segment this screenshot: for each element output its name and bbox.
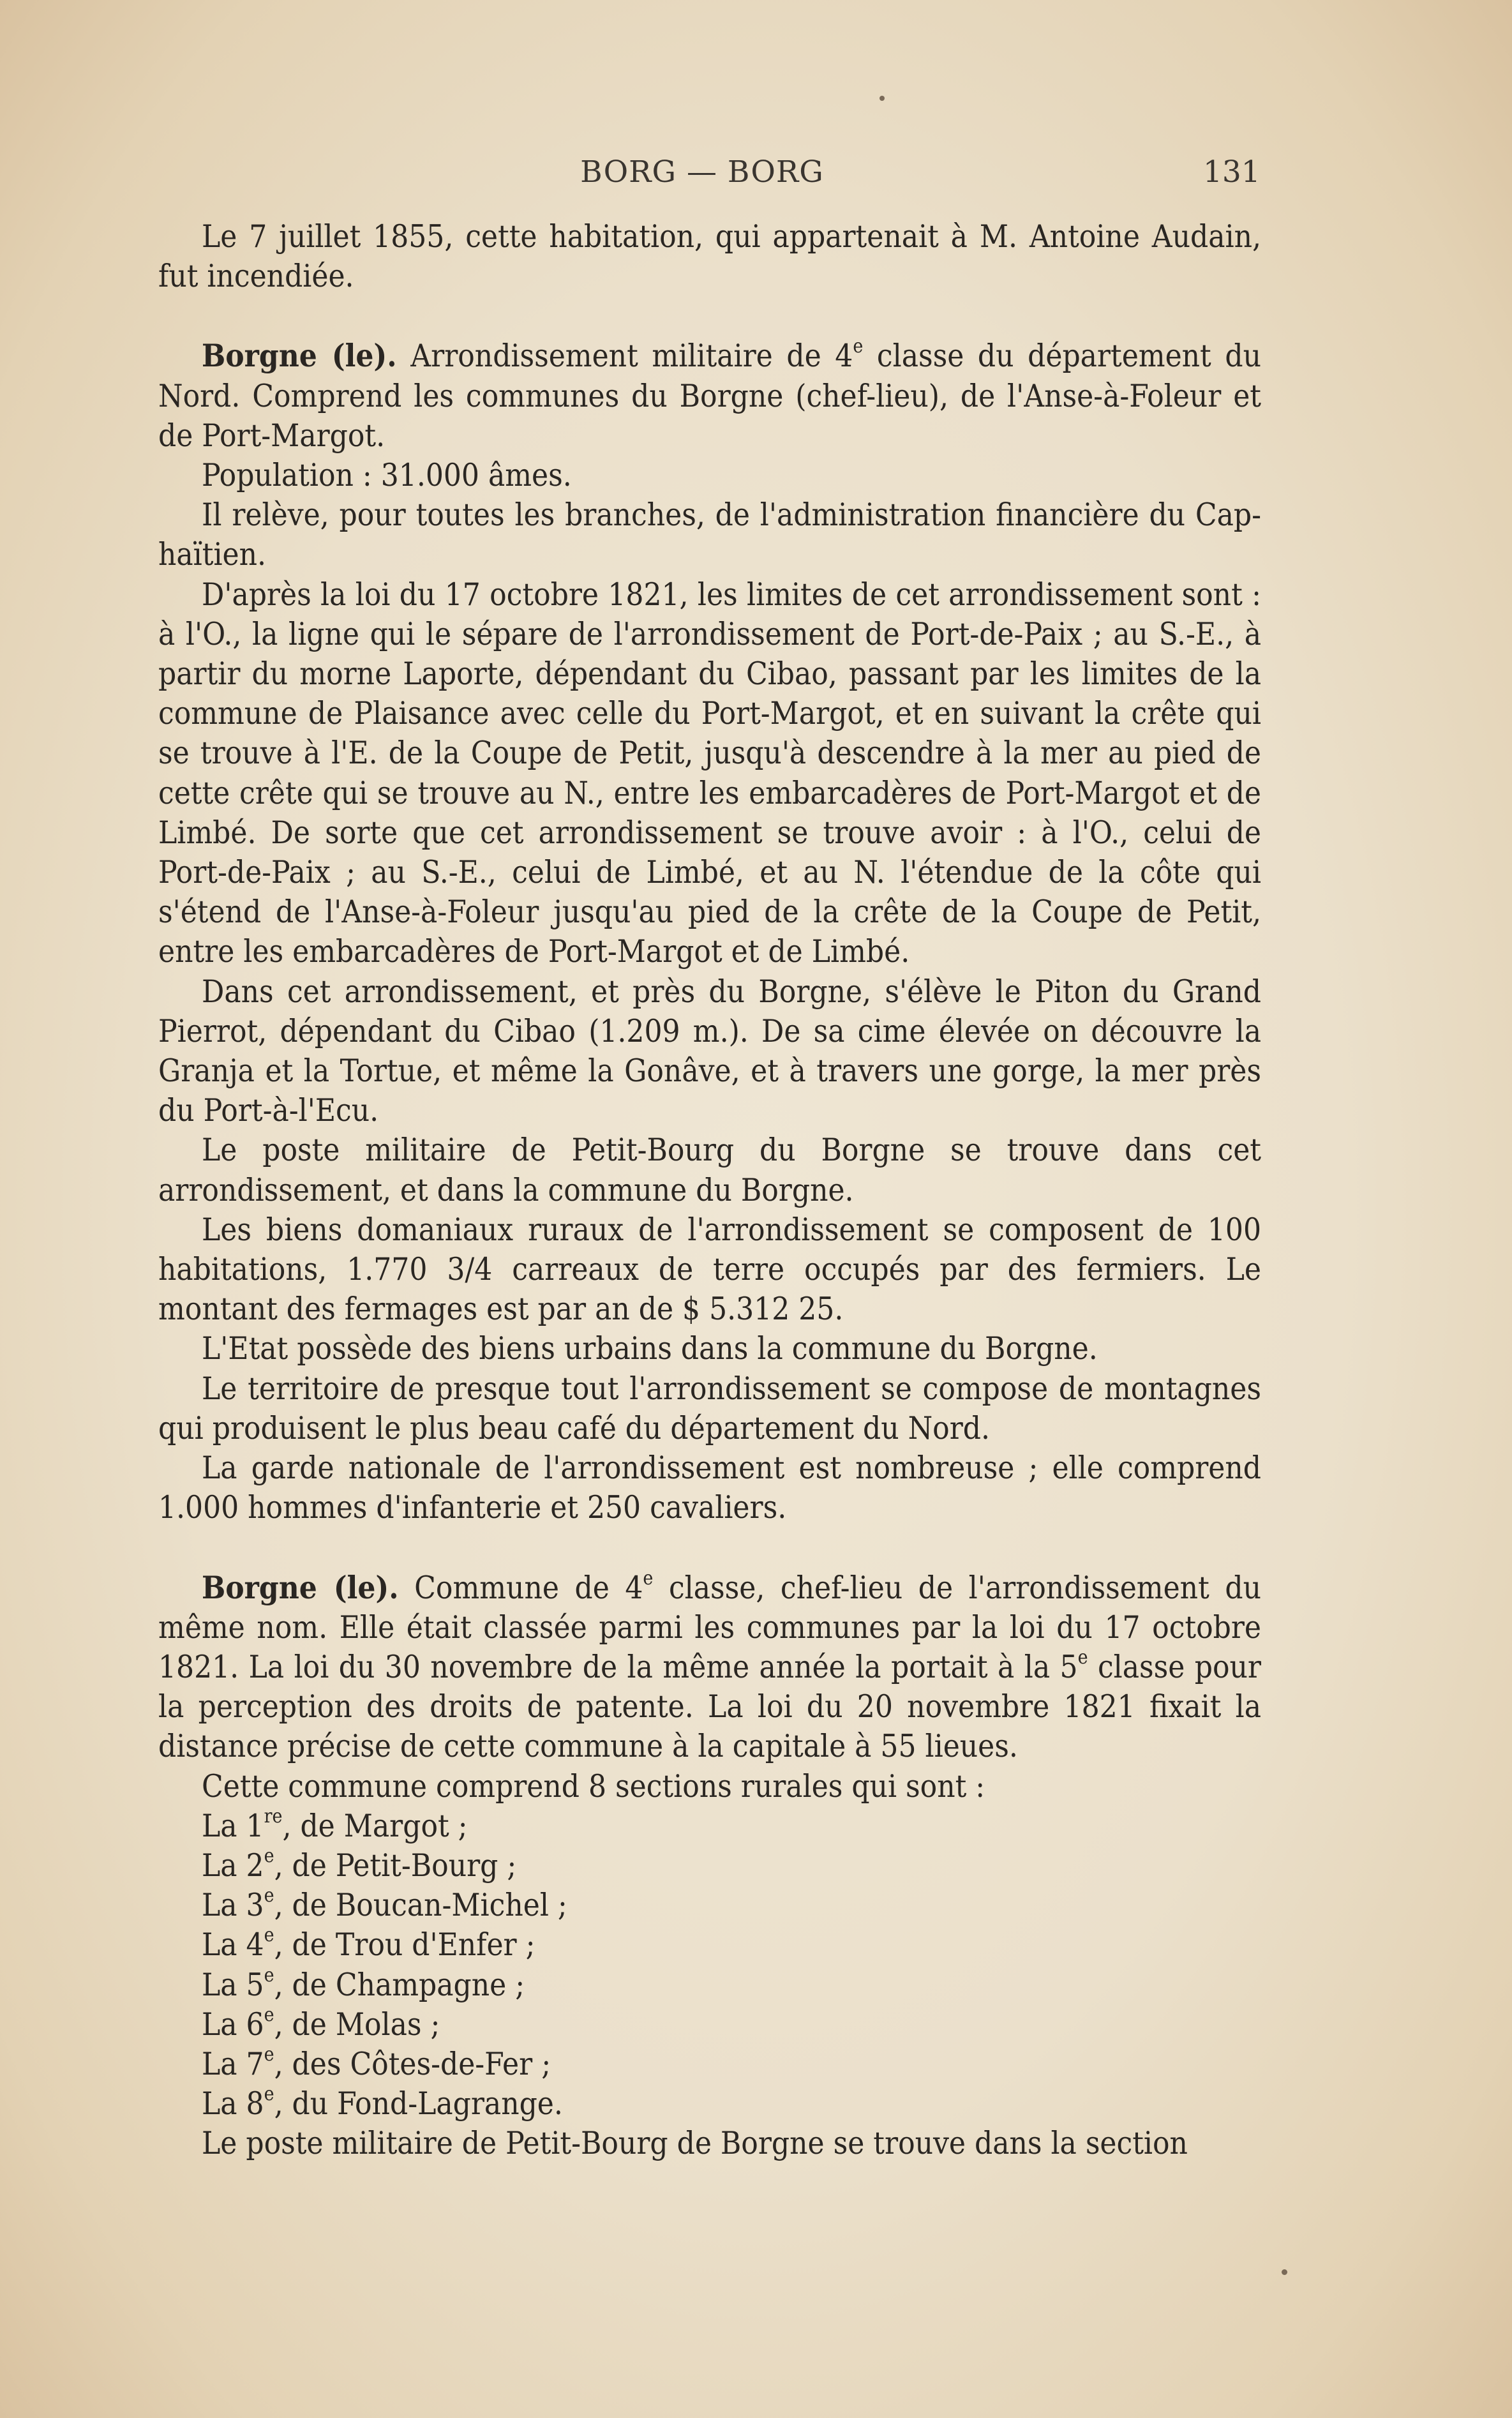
paragraph: Le territoire de presque tout l'arrondissement se compose de montagnes qui produisent le plus beau café du département du Nord. xyxy=(158,1370,1261,1446)
paragraph: Le poste militaire de Petit-Bourg de Borgne se trouve dans la section xyxy=(202,2125,1188,2162)
list-item: La 1re, de Margot ; xyxy=(202,1805,468,1844)
entry-commune-heading-paragraph xyxy=(158,1568,1261,1767)
list-item: La 3e, de Boucan-Michel ; xyxy=(202,1884,567,1924)
page-body xyxy=(158,217,1261,2164)
page-number: 131 xyxy=(1203,154,1261,190)
paragraph: L'Etat possède des biens urbains dans la commune du Borgne. xyxy=(202,1330,1098,1367)
ordinal-suffix: e xyxy=(853,335,864,358)
list-item: La 8e, du Fond-Lagrange. xyxy=(202,2083,563,2122)
paper-speck xyxy=(1282,2269,1287,2275)
list-item: La 6e, de Molas ; xyxy=(202,2003,440,2043)
entry-text: Arrondissement militaire de 4 xyxy=(396,338,853,375)
paragraph: Le 7 juillet 1855, cette habitation, qui appartenait à M. Antoine Audain, fut incendiée. xyxy=(158,218,1261,295)
list-item: La 4e, de Trou d'Enfer ; xyxy=(202,1924,535,1964)
paragraph: Le poste militaire de Petit-Bourg du Borgne se trouve dans cet arrondissement, et dans la commune du Borgne. xyxy=(158,1132,1261,1208)
paragraph: D'après la loi du 17 octobre 1821, les limites de cet arrondissement sont : à l'O., la ligne qui le sépare de l'arrondissement de Port-de-Paix ; au S.-E., à partir du morne Laporte, dépendant du Cibao, passant par les limites de la commune de Plaisance avec celle du Port-Margot, et en suivant la crête qui se trouve à l'E. de la Coupe de Petit, jusqu'à descendre à la mer au pied de cette crête qui se trouve au N., entre les embarcadères de Port-Margot et de Limbé. De sorte que cet arrondissement se trouve avoir : à l'O., celui de Port-de-Paix ; au S.-E., celui de Limbé, et au N. l'étendue de la côte qui s'étend de l'Anse-à-Foleur jusqu'au pied de la crête de la Coupe de Petit, entre les embarcadères de Port-Margot et de Limbé. xyxy=(158,576,1261,970)
entry-headword: Borgne (le). xyxy=(202,1568,399,1606)
entry-text: classe pour la perception des droits de patente. La loi du 20 novembre 1821 fixait la distance précise de cette commune à la capitale à 55 lieues. xyxy=(158,1648,1261,1765)
rural-sections-list xyxy=(158,1806,1261,2124)
entry-text: classe du département du Nord. Comprend les communes du Borgne (chef-lieu), de l'Anse-à-Foleur et de Port-Margot. xyxy=(158,338,1262,454)
list-item: La 7e, des Côtes-de-Fer ; xyxy=(202,2043,551,2082)
entry-headword: Borgne (le). xyxy=(202,337,397,375)
list-item: La 5e, de Champagne ; xyxy=(202,1964,525,2003)
entry-arrondissement-heading-paragraph xyxy=(158,336,1261,456)
paragraph: Dans cet arrondissement, et près du Borgne, s'élève le Piton du Grand Pierrot, dépendant du Cibao (1.209 m.). De sa cime élevée on découvre la Granja et la Tortue, et même la Gonâve, et à travers une gorge, la mer près du Port-à-l'Ecu. xyxy=(158,973,1261,1129)
paragraph: Les biens domaniaux ruraux de l'arrondissement se composent de 100 habitations, 1.770 3/4 carreaux de terre occupés par des fermiers. Le montant des fermages est par an de $ 5.312 25. xyxy=(158,1211,1261,1328)
list-item: La 2e, de Petit-Bourg ; xyxy=(202,1844,517,1884)
paragraph: La garde nationale de l'arrondissement est nombreuse ; elle comprend 1.000 hommes d'infanterie et 250 cavaliers. xyxy=(158,1450,1261,1526)
paragraph: Population : 31.000 âmes. xyxy=(202,457,572,494)
paragraph: Il relève, pour toutes les branches, de l'administration financière du Cap-haïtien. xyxy=(158,497,1261,573)
ordinal-suffix: e xyxy=(1077,1646,1088,1669)
paragraph: Cette commune comprend 8 sections rurales qui sont : xyxy=(202,1768,985,1805)
entry-text: classe, chef-lieu de l'arrondissement du même nom. Elle était classée parmi les communes par la loi du 17 octobre 1821. La loi du 30 novembre de la même année la portait à la 5 xyxy=(158,1569,1261,1685)
paper-speck xyxy=(880,96,885,101)
running-head: BORG — BORG xyxy=(580,154,824,190)
ordinal-suffix: e xyxy=(643,1566,654,1589)
entry-text: Commune de 4 xyxy=(398,1569,643,1606)
